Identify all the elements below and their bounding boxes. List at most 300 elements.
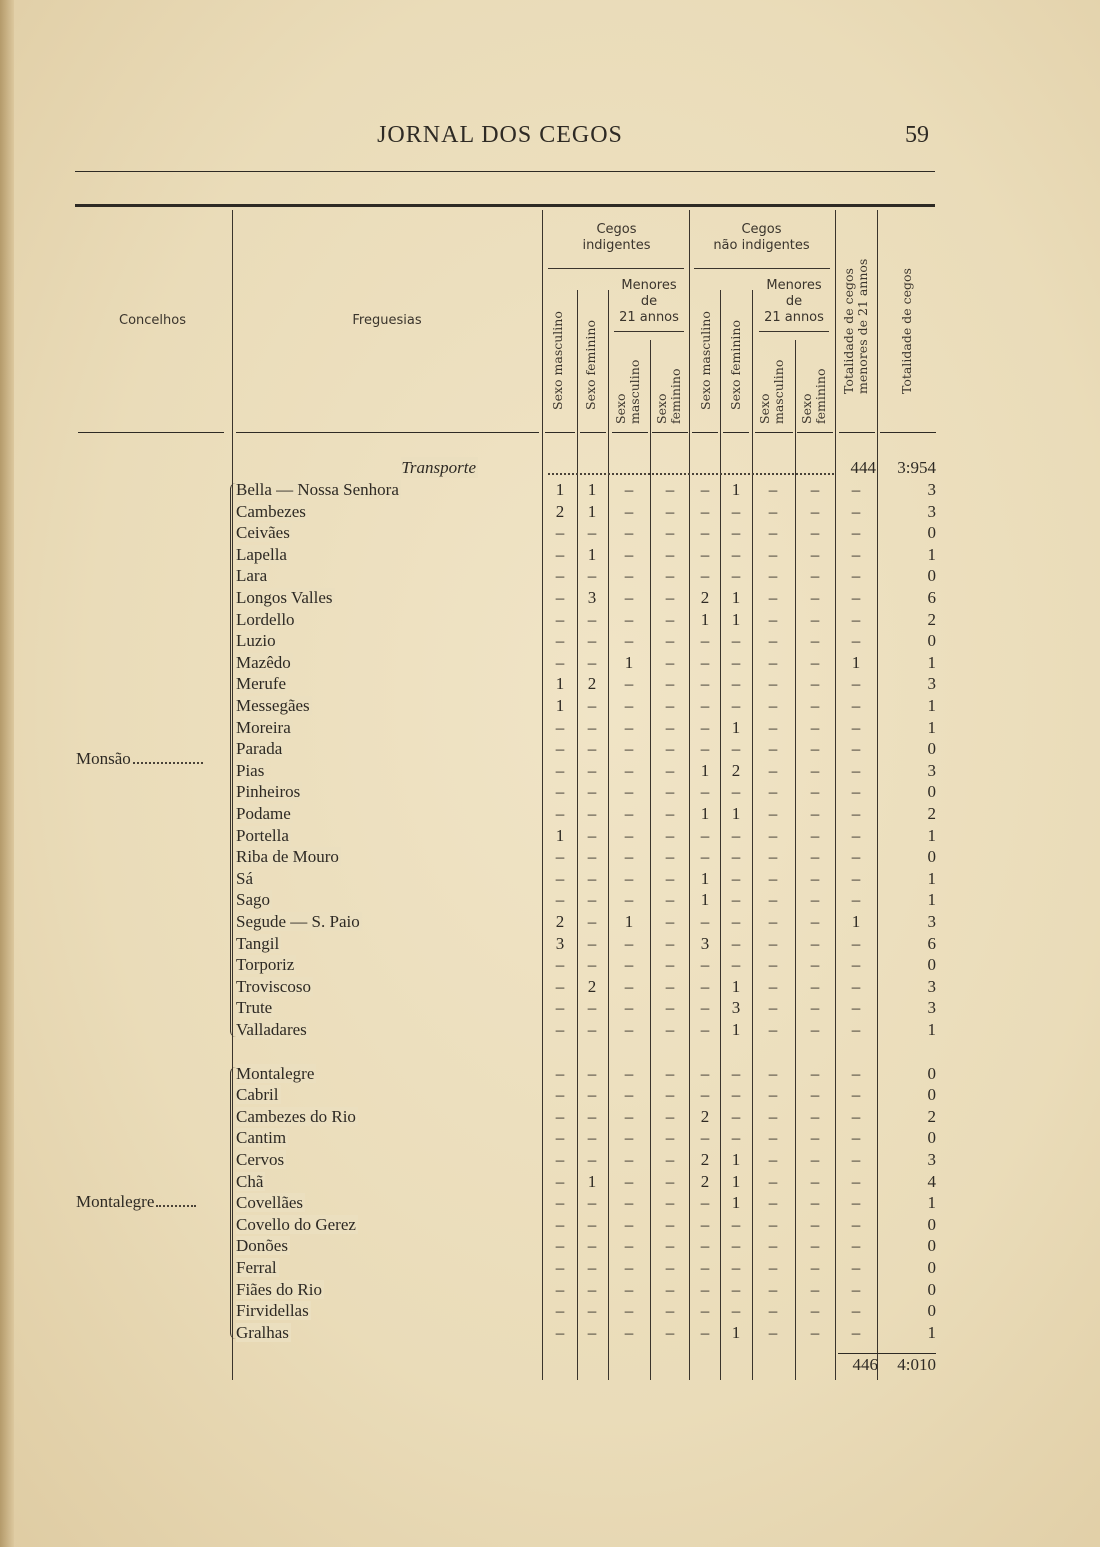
leader-dots [236,579,534,581]
value-cell: – [810,1322,820,1342]
freguesia-cell [236,1084,538,1105]
value-cell: – [731,868,741,888]
header-sexo-masculino-4 [758,344,786,424]
value-cell: – [731,933,741,953]
header-sexo-feminino-1: Sexo feminino [583,319,598,410]
freguesia-cell [236,1063,538,1084]
total-cell: 1 [927,825,936,845]
value-cell: – [700,955,710,975]
value-cell: – [665,782,675,802]
leader-dots [236,644,534,646]
header-line: masculino [627,359,642,424]
table-row [0,544,1100,566]
value-cell: – [665,1171,675,1191]
value-cell: – [624,1106,634,1126]
freguesia-cell [236,781,538,802]
value-cell: – [768,1279,778,1299]
value-cell: – [587,1258,597,1277]
value-cell: – [810,1063,820,1083]
value-cell: – [700,1301,710,1321]
header-line: menores de 21 annos [855,258,870,394]
freguesia-name: Moreira [236,717,291,737]
value-cell: – [587,804,597,823]
value-cell: – [731,1279,741,1299]
header-line: Sexo [613,393,628,424]
value-cell: – [555,588,565,607]
value-cell: 1 [731,717,741,737]
value-cell: – [851,674,861,694]
freguesia-name: Lordello [236,609,295,629]
value-cell: – [851,955,861,975]
value-cell: – [810,933,820,953]
value-cell: – [851,1106,861,1126]
header-line: Cegos [741,222,782,237]
freguesia-name: Luzio [236,631,276,651]
freguesia-cell [236,1322,538,1343]
value-cell: – [665,1258,675,1277]
value-cell: – [810,1150,820,1169]
total-cell: 3 [927,480,936,499]
value-cell: – [731,890,741,910]
header-freguesias: Freguesias [352,313,422,328]
freguesia-cell [236,1214,538,1235]
value-cell: – [587,1301,597,1321]
value-cell: – [851,696,861,715]
total-cell: 0 [927,1214,936,1234]
freguesia-name: Sá [236,868,253,888]
value-cell: – [810,976,820,996]
value-cell: – [851,825,861,845]
value-cell: – [624,933,634,953]
header-rule [75,171,935,172]
value-cell: – [810,1085,820,1105]
value-cell: – [851,760,861,780]
value-cell: – [810,912,820,931]
freguesia-cell [236,738,538,759]
value-cell: – [587,782,597,802]
value-cell: – [555,1301,565,1321]
value-cell: 2 [731,760,741,780]
value-cell: 2 [587,674,597,694]
table-row [0,1171,1100,1193]
value-cell: – [587,1214,597,1234]
value-cell: – [700,652,710,672]
transporte-row [0,457,1100,479]
value-cell: – [810,717,820,737]
value-cell: – [810,609,820,629]
leader-dots [236,882,534,884]
value-cell: – [587,847,597,867]
freguesia-name: Riba de Mouro [236,847,339,867]
value-cell: – [810,1171,820,1191]
value-cell: – [851,1085,861,1105]
value-cell: – [810,782,820,802]
value-cell: – [810,1279,820,1299]
value-cell: – [851,847,861,867]
leader-dots [236,1011,534,1013]
value-cell: – [810,544,820,564]
value-cell: – [624,1322,634,1342]
value-cell: – [851,868,861,888]
table-row [0,479,1100,501]
value-cell: – [555,544,565,564]
value-cell: – [587,1150,597,1169]
value-cell: – [624,674,634,694]
value-cell: – [768,1301,778,1321]
value-cell: 1 [700,609,710,629]
value-cell: – [700,696,710,715]
freguesia-cell [236,609,538,630]
value-cell: – [851,480,861,499]
value-cell: 2 [555,912,565,931]
value-cell: – [851,933,861,953]
total-cell: 3 [927,998,936,1018]
value-cell: – [731,631,741,651]
table-row [0,911,1100,933]
value-cell: – [731,1258,741,1277]
header-cegos-nao-indigentes [690,222,833,254]
value-cell: – [810,566,820,586]
total-cell: 1 [927,1322,936,1342]
value-cell: – [624,1279,634,1299]
value-cell: – [665,825,675,845]
value-cell: – [768,760,778,780]
value-cell: – [624,1258,634,1277]
transporte-total: 3:954 [897,458,936,477]
value-cell: 1 [555,674,565,694]
total-cell: 0 [927,523,936,543]
value-cell: – [731,955,741,975]
value-cell: – [624,1301,634,1321]
value-cell: – [731,1214,741,1234]
value-cell: – [665,847,675,867]
value-cell: – [665,480,675,499]
value-cell: – [624,1020,634,1039]
value-cell: – [624,1063,634,1083]
value-cell: – [700,1214,710,1234]
value-cell: – [587,566,597,586]
value-cell: 3 [731,998,741,1018]
value-cell: – [768,933,778,953]
value-cell: – [768,566,778,586]
value-cell: – [624,1236,634,1256]
value-cell: – [700,566,710,586]
value-cell: 1 [587,480,597,499]
value-cell: – [555,631,565,651]
value-cell: – [624,976,634,996]
header-line: de [785,294,803,309]
freguesia-name: Tangil [236,933,280,953]
value-cell: – [851,566,861,586]
value-cell: – [810,523,820,543]
total-cell: 0 [927,955,936,975]
concelho-name: Monsão [76,748,131,768]
value-cell: – [555,739,565,759]
value-cell: – [587,1322,597,1342]
value-cell: 1 [851,912,861,931]
value-cell: – [587,717,597,737]
value-cell: – [700,1258,710,1277]
value-cell: – [700,1085,710,1105]
freguesia-cell [236,1149,538,1170]
value-cell: – [768,588,778,607]
table-row [0,1214,1100,1236]
value-cell: – [700,782,710,802]
table-row [0,1235,1100,1257]
value-cell: 1 [700,868,710,888]
value-cell: – [851,804,861,823]
concelho-name: Montalegre [76,1192,155,1211]
value-cell: – [768,976,778,996]
value-cell: – [851,1301,861,1321]
header-sexo-masculino-1: Sexo masculino [550,311,565,410]
value-cell: – [851,523,861,543]
value-cell: – [731,696,741,715]
value-cell: – [665,1150,675,1169]
value-cell: – [555,1128,565,1148]
value-cell: 1 [624,652,634,672]
value-cell: – [665,976,675,996]
table-row [0,652,1100,674]
value-cell: – [700,1236,710,1256]
value-cell: – [768,1020,778,1039]
table-row [0,781,1100,803]
value-cell: – [851,782,861,802]
value-cell: 1 [731,1150,741,1169]
value-cell: – [587,760,597,780]
header-bottom-rule [580,432,606,433]
header-bottom-rule [652,432,688,433]
total-cell: 1 [927,696,936,715]
total-cell: 0 [927,739,936,759]
freguesia-cell [236,997,538,1018]
value-cell: – [587,609,597,629]
freguesia-cell [236,630,538,651]
value-cell: – [624,825,634,845]
total-cell: 2 [927,609,936,629]
value-cell: – [700,739,710,759]
freguesia-name: Pinheiros [236,782,301,802]
value-cell: – [665,1301,675,1321]
transporte-label-cell [236,457,538,478]
header-line: Sexo [799,393,814,424]
totals-rule [838,1353,936,1354]
value-cell: – [587,1106,597,1126]
value-cell: – [700,674,710,694]
value-cell: – [665,523,675,543]
freguesia-cell [236,1127,538,1148]
table-row [0,846,1100,868]
value-cell: – [768,825,778,845]
header-line: Sexo [757,393,772,424]
value-cell: – [624,1214,634,1234]
total-cell: 1 [927,652,936,672]
value-cell: – [810,760,820,780]
value-cell: – [624,847,634,867]
value-cell: – [624,544,634,564]
value-cell: – [731,674,741,694]
total-cell: 0 [927,847,936,867]
freguesia-name: Fiães do Rio [236,1279,322,1299]
value-cell: – [555,976,565,996]
value-cell: – [768,501,778,521]
total-cell: 0 [927,1301,936,1321]
value-cell: – [665,674,675,694]
total-cell: 1 [927,544,936,564]
value-cell: – [587,1279,597,1299]
header-sexo-feminino-4 [800,344,828,424]
value-cell: – [555,566,565,586]
value-cell: – [700,825,710,845]
freguesia-cell [236,652,538,673]
value-cell: – [851,976,861,996]
value-cell: – [665,868,675,888]
value-cell: – [555,1193,565,1213]
header-line: feminino [668,368,683,424]
value-cell: – [587,652,597,672]
header-line: 21 annos [764,310,824,325]
value-cell: – [624,998,634,1018]
table-row [0,630,1100,652]
total-cell: 6 [927,933,936,953]
freguesia-cell [236,587,538,608]
value-cell: 2 [555,501,565,521]
value-cell: – [624,588,634,607]
value-cell: – [851,1236,861,1256]
value-cell: – [665,739,675,759]
table-top-rule [75,204,935,207]
value-cell: – [665,1063,675,1083]
value-cell: – [851,1258,861,1277]
value-cell: – [768,1258,778,1277]
value-cell: – [768,1171,778,1191]
freguesia-cell [236,565,538,586]
value-cell: – [810,1193,820,1213]
freguesia-name: Mazêdo [236,652,291,672]
header-cegos-indigentes [545,222,688,254]
value-cell: – [810,890,820,910]
value-cell: – [665,912,675,931]
total-cell: 6 [927,588,936,607]
value-cell: – [587,955,597,975]
value-cell: – [665,566,675,586]
table-row [0,609,1100,631]
freguesia-name: Podame [236,804,291,823]
value-cell: – [624,717,634,737]
freguesia-cell [236,889,538,910]
value-cell: – [851,544,861,564]
value-cell: – [810,804,820,823]
value-cell: – [700,847,710,867]
freguesia-name: Troviscoso [236,976,311,996]
group-brace [694,268,830,269]
value-cell: – [555,998,565,1018]
freguesia-name: Gralhas [236,1322,289,1342]
value-cell: 1 [555,480,565,499]
value-cell: 1 [587,544,597,564]
concelho-label [76,1192,196,1212]
value-cell: – [851,1322,861,1342]
table-row [0,1106,1100,1128]
value-cell: – [731,1301,741,1321]
table-row [0,976,1100,998]
value-cell: – [731,501,741,521]
value-cell: – [624,804,634,823]
sub-brace [759,331,829,332]
sub-brace [614,331,684,332]
value-cell: 1 [555,825,565,845]
table-row [0,997,1100,1019]
value-cell: – [624,696,634,715]
value-cell: – [768,544,778,564]
value-cell: – [810,696,820,715]
freguesia-name: Cambezes do Rio [236,1106,356,1126]
header-bottom-rule [236,432,539,433]
value-cell: – [700,501,710,521]
header-menores-indigentes [610,278,688,326]
value-cell: – [665,652,675,672]
freguesia-cell [236,1257,538,1278]
value-cell: – [700,717,710,737]
value-cell: 2 [700,1150,710,1169]
freguesia-cell [236,673,538,694]
value-cell: – [587,523,597,543]
value-cell: – [851,717,861,737]
value-cell: – [768,782,778,802]
value-cell: – [731,912,741,931]
value-cell: – [810,1236,820,1256]
value-cell: – [624,1150,634,1169]
value-cell: – [731,739,741,759]
value-cell: – [851,1128,861,1148]
value-cell: – [624,631,634,651]
value-cell: – [810,847,820,867]
freguesia-name: Pias [236,760,265,780]
value-cell: – [768,717,778,737]
total-cell: 0 [927,1063,936,1083]
value-cell: – [587,1063,597,1083]
freguesia-cell [236,1300,538,1321]
freguesia-name: Cambezes [236,501,306,521]
freguesia-cell [236,717,538,738]
value-cell: – [768,998,778,1018]
freguesia-cell [236,760,538,781]
totals-row [0,1354,1100,1376]
table-row [0,1127,1100,1149]
value-cell: – [851,739,861,759]
header-line: 21 annos [619,310,679,325]
value-cell: – [665,544,675,564]
value-cell: – [555,1171,565,1191]
value-cell: – [665,501,675,521]
header-bottom-rule [78,432,224,433]
table-row [0,954,1100,976]
leader-dots [236,1098,534,1100]
freguesia-name: Montalegre [236,1063,315,1083]
value-cell: – [810,631,820,651]
freguesia-cell [236,695,538,716]
value-cell: – [555,1258,565,1277]
value-cell: – [665,1279,675,1299]
group-brace [230,1067,237,1340]
total-cell: 0 [927,782,936,802]
value-cell: – [555,652,565,672]
value-cell: – [851,998,861,1018]
value-cell: – [555,847,565,867]
value-cell: – [665,1020,675,1039]
value-cell: – [810,825,820,845]
value-cell: – [587,998,597,1018]
